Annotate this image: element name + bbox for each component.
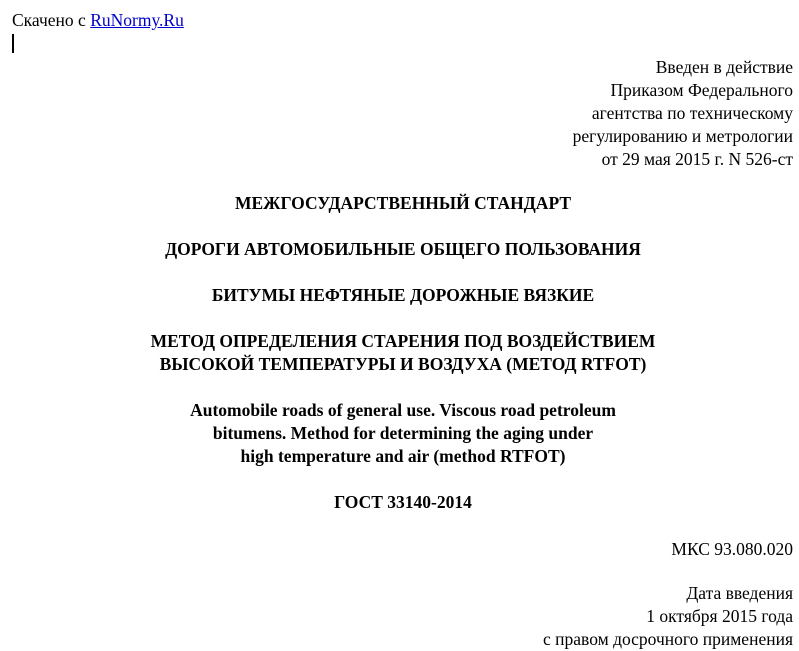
enactment-line: Введен в действие xyxy=(655,57,793,77)
effective-date-line: Дата введения xyxy=(686,583,793,603)
standard-type-heading xyxy=(0,192,799,215)
gost-number: ГОСТ 33140-2014 xyxy=(334,492,472,512)
gost-number-heading xyxy=(0,491,799,514)
effective-date-line: с правом досрочного применения xyxy=(543,629,793,649)
standard-type-text: МЕЖГОСУДАРСТВЕННЫЙ СТАНДАРТ xyxy=(234,193,572,213)
effective-date-block xyxy=(543,582,793,651)
bitumen-text: БИТУМЫ НЕФТЯНЫЕ ДОРОЖНЫЕ ВЯЗКИЕ xyxy=(211,285,595,305)
enactment-line: регулированию и метрологии xyxy=(572,126,793,146)
english-title xyxy=(0,399,799,468)
method-heading xyxy=(0,330,799,376)
bitumen-heading xyxy=(0,284,799,307)
english-title-line: bitumens. Method for determining the aging under xyxy=(212,423,594,443)
runormy-link[interactable]: RuNormy.Ru xyxy=(90,10,184,30)
mks-block xyxy=(671,538,793,561)
enactment-line: Приказом Федерального xyxy=(610,80,793,100)
method-line: ВЫСОКОЙ ТЕМПЕРАТУРЫ И ВОЗДУХА (МЕТОД RTFOT) xyxy=(159,354,647,374)
enactment-line: от 29 мая 2015 г. N 526-ст xyxy=(601,149,793,169)
english-title-line: high temperature and air (method RTFOT) xyxy=(240,446,566,466)
roads-text: ДОРОГИ АВТОМОБИЛЬНЫЕ ОБЩЕГО ПОЛЬЗОВАНИЯ xyxy=(165,239,641,259)
text-cursor xyxy=(12,34,14,53)
method-line: МЕТОД ОПРЕДЕЛЕНИЯ СТАРЕНИЯ ПОД ВОЗДЕЙСТВИЕМ xyxy=(150,331,656,351)
mks-code: МКС 93.080.020 xyxy=(671,539,793,559)
enactment-line: агентства по техническому xyxy=(591,103,793,123)
download-source-line xyxy=(12,9,184,31)
english-title-line: Automobile roads of general use. Viscous road petroleum xyxy=(190,400,616,420)
effective-date-line: 1 октября 2015 года xyxy=(646,606,793,626)
roads-heading xyxy=(0,238,799,261)
enactment-block xyxy=(573,56,793,171)
download-prefix: Скачено с xyxy=(12,10,91,30)
